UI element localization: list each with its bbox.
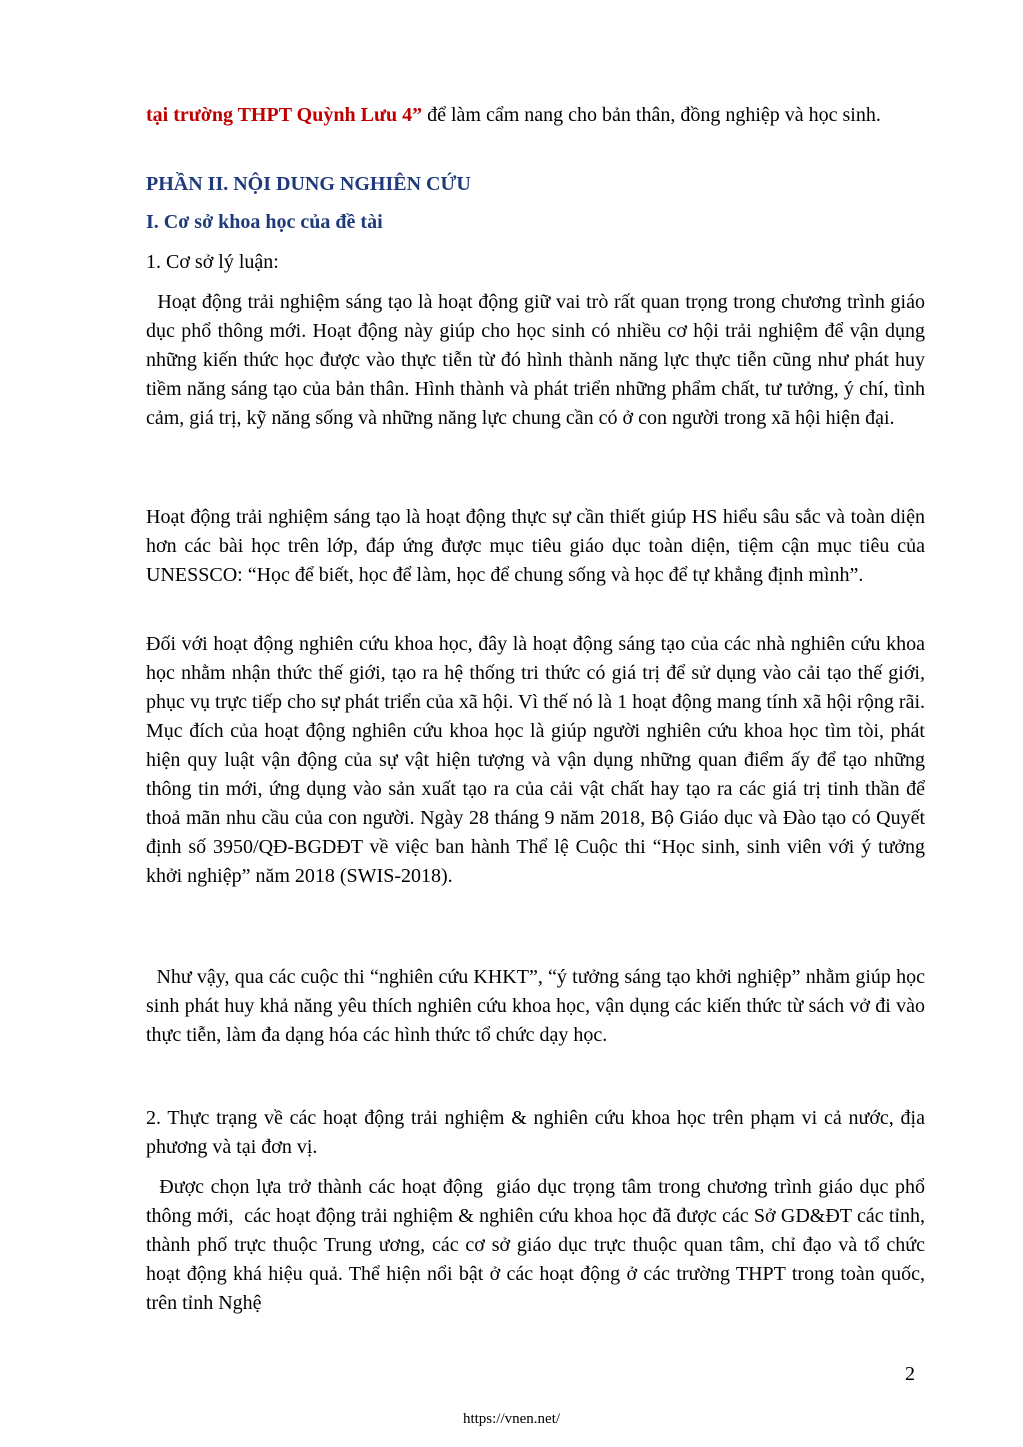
paragraph-3: Đối với hoạt động nghiên cứu khoa học, đây là hoạt động sáng tạo của các nhà nghiên cứu khoa học nhằm nhận thức thế giới, tạo ra hệ thống tri thức có giá trị để sử dụng vào cải tạo thế giới, phục vụ trực tiếp cho sự phát triển của xã hội. Vì thế nó là 1 hoạt động mang tính xã hội rộng rãi. Mục đích của hoạt động nghiên cứu khoa học là giúp người nghiên cứu khoa học tìm tòi, phát hiện quy luật vận động của sự vật hiện tượng và vận dụng những quan điểm ấy để tạo những thông tin mới, ứng dụng vào sản xuất tạo ra của cải vật chất hay tạo ra các giá trị tinh thần để thoả mãn nhu cầu của con người. Ngày 28 tháng 9 năm 2018, Bộ Giáo dục và Đào tạo có Quyết định số 3950/QĐ-BGDĐT về việc ban hành Thể lệ Cuộc thi “Học sinh, sinh viên với ý tưởng khởi nghiệp” năm 2018 (SWIS-2018). [146,633,925,887]
intro-text: để làm cẩm nang cho bản thân, đồng nghiệp và học sinh. [422,104,881,126]
paragraph-2: Hoạt động trải nghiệm sáng tạo là hoạt động thực sự cần thiết giúp HS hiểu sâu sắc và toàn diện hơn các bài học trên lớp, đáp ứng được mục tiêu giáo dục toàn diện, tiệm cận mục tiêu của UNESSCO: “Học để biết, học để làm, học để chung sống và học để tự khẳng định mình”. [146,506,925,586]
footer-url: https://vnen.net/ [462,1411,561,1427]
section-heading: I. Cơ sở khoa học của đề tài [146,211,383,233]
paragraph-1: Hoạt động trải nghiệm sáng tạo là hoạt động giữ vai trò rất quan trọng trong chương trình giáo dục phổ thông mới. Hoạt động này giúp cho học sinh có nhiều cơ hội trải nghiệm để vận dụng những kiến thức học được vào thực tiễn từ đó hình thành năng lực thực tiễn cũng như phát huy tiềm năng sáng tạo của bản thân. Hình thành và phát triển những phẩm chất, tư tưởng, ý chí, tình cảm, giá trị, kỹ năng sống và những năng lực chung cần có ở con người trong xã hội hiện đại. [146,291,930,429]
intro-highlight: tại trường THPT Quỳnh Lưu 4” [146,104,423,126]
page-number: 2 [905,1363,915,1385]
intro-paragraph [146,101,925,130]
subheading-situation: 2. Thực trạng về các hoạt động trải nghiệm & nghiên cứu khoa học trên phạm vi cả nước, địa phương và tại đơn vị. [146,1107,925,1158]
subheading-theory: 1. Cơ sở lý luận: [146,251,279,273]
paragraph-4: Như vậy, qua các cuộc thi “nghiên cứu KHKT”, “ý tưởng sáng tạo khởi nghiệp” nhằm giúp học sinh phát huy khả năng yêu thích nghiên cứu khoa học, vận dụng các kiến thức từ sách vở đi vào thực tiễn, làm đa dạng hóa các hình thức tổ chức dạy học. [146,966,930,1046]
paragraph-5: Được chọn lựa trở thành các hoạt động giáo dục trọng tâm trong chương trình giáo dục phổ thông mới, các hoạt động trải nghiệm & nghiên cứu khoa học đã được các Sở GD&ĐT các tỉnh, thành phố trực thuộc Trung ương, các cơ sở giáo dục trực thuộc quan tâm, chỉ đạo và tổ chức hoạt động khá hiệu quả. Thể hiện nổi bật ở các hoạt động ở các trường THPT trong toàn quốc, trên tỉnh Nghệ [146,1176,931,1314]
part-heading: PHẦN II. NỘI DUNG NGHIÊN CỨU [146,173,471,195]
